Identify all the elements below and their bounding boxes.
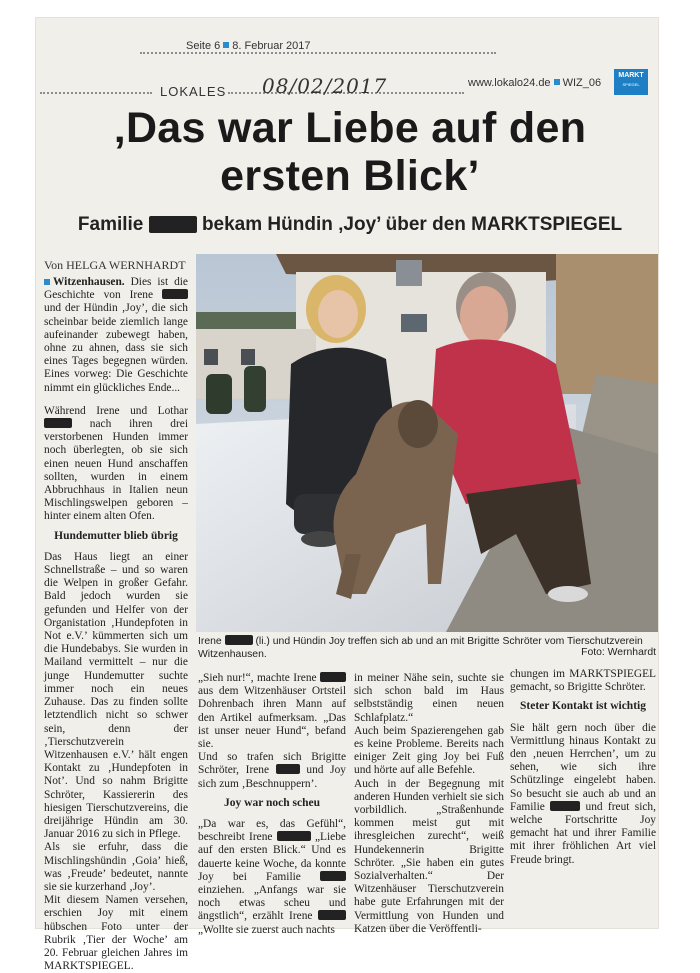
redacted-name <box>276 764 300 774</box>
edition-code: WIZ_06 <box>562 77 602 89</box>
article-column-4 <box>510 668 656 867</box>
issue-date: 8. Februar 2017 <box>232 40 311 52</box>
headline-line-2: ersten Blick’ <box>220 152 480 200</box>
paragraph: Während Irene und Lothar nach ihren drei verstorbenen Hunden immer noch überlegten, ob sie sich einen neuen Hund anschaffen sollten, wurden in einem Abbruchhaus in Italien neun Mischlingswelpen geboren – hinter einem alten Ofen. <box>44 404 188 523</box>
paragraph: Und so trafen sich Brigitte Schröter, Irene und Joy sich zum ‚Beschnuppern’. <box>198 751 346 790</box>
paragraph: in meiner Nähe sein, suchte sie sich schon bald im Haus selbstständig einen neuen Schlafplatz.“ <box>354 672 504 724</box>
subheading: Steter Kontakt ist wichtig <box>520 700 646 713</box>
top-dotted-rule <box>140 52 496 54</box>
article-photo <box>196 254 658 632</box>
article-column-2 <box>198 672 346 937</box>
headline-line-1: ‚Das war Liebe auf den <box>113 104 587 152</box>
page-info <box>186 40 311 52</box>
bullet-icon <box>44 279 50 285</box>
page-number: Seite 6 <box>186 40 221 52</box>
redacted-name <box>550 801 580 811</box>
site-url: www.lokalo24.de <box>468 77 551 89</box>
redacted-name <box>225 635 253 645</box>
redacted-name <box>318 910 346 920</box>
marktspiegel-logo: MARKT SPIEGEL <box>614 69 648 95</box>
section-label: LOKALES <box>160 84 227 99</box>
redacted-name <box>162 289 188 299</box>
redacted-name <box>44 418 72 428</box>
site-info <box>468 77 601 89</box>
byline: Von HELGA WERNHARDT <box>44 258 186 272</box>
paragraph: Auch in der Begegnung mit anderen Hunden verhielt sie sich vorbildlich. „Straßenhunde kommen meist gut mit ihresgleichen zurecht“, weiß Hundekennerin Brigitte Schröter. „Sie haben ein gutes Sozialverhalten.“ Der Witzenhäuser Tierschutzverein habe gute Erfahrungen mit der Vermittlung von Hunden und Katzen über die Veröffentli- <box>354 777 504 935</box>
article-column-1 <box>44 276 188 973</box>
redacted-name <box>320 672 346 682</box>
paragraph: Als sie erfuhr, dass die Mischlingshündin ‚Goia’ hieß, was ‚Freude’ bedeutet, nannte sie sie kurzerhand ‚Joy’. <box>44 841 188 893</box>
paragraph: chungen im MARKTSPIEGEL gemacht, so Brigitte Schröter. <box>510 668 656 694</box>
article-column-3 <box>354 672 504 936</box>
paragraph: Das Haus liegt an einer Schnellstraße – und so waren die Welpen in großer Gefahr. Bald jedoch wurden sie gefunden und Helfer von der Organistation ‚Hundepfoten in Not e.V.’ kümmerten sich um die Hundebabys. Sie wurden in Mailand vermittelt – nur die junge Hundemutter suchte immer noch ein neues Zuhause. Das zu finden sollte letztendlich nicht so schwer sein, denn der ‚Tierschutzverein Witzenhausen e.V.’ hält engen Kontakt zu ‚Hundepfoten in Not’. Und so nahm Brigitte Schröter, Kassiererin des hiesigen Tierschutzvereins, die dreijährige Hündin am 30. Januar 2016 zu sich in Pflege. <box>44 550 188 841</box>
subheadline: Familie bekam Hündin ‚Joy’ über den MARKTSPIEGEL <box>77 214 623 235</box>
paragraph: Sie hält gern noch über die Vermittlung hinaus Kontakt zu den ‚neuen Herrchen’, um zu sehen, wie sich ihre Schützlinge eingelebt haben. So besucht sie auch ab und an Familie und freut sich, welche Fortschritte Joy gemacht hat und ihrer Familie mit ihrer fröhlichen Art viel Freude bringt. <box>510 721 656 866</box>
photo-caption: Irene (li.) und Hündin Joy treffen sich ab und an mit Brigitte Schröter vom Tierschutzverein Witzenhausen. Foto: Wernhardt <box>198 636 656 660</box>
handwritten-date: 08/02/2017 <box>262 74 388 98</box>
paragraph: Auch beim Spazierengehen gab es keine Probleme. Bereits nach einiger Zeit ging Joy bei Fuß und hörte auf alle Befehle. <box>354 724 504 777</box>
subheading: Hundemutter blieb übrig <box>54 529 178 542</box>
paragraph: Witzenhausen. Dies ist die Geschichte von Irene und der Hündin ‚Joy’, die sich scheinbar beide ziemlich lange aufeinander zubewegt haben, ohne zu ahnen, dass sie sich eines Tages begegnen würden. Eines vorweg: Die Geschichte nimmt ein glückliches Ende... <box>44 276 188 394</box>
headline <box>40 104 660 200</box>
photo-credit: Foto: Wernhardt <box>581 647 656 658</box>
redacted-name <box>320 871 346 881</box>
redacted-name <box>149 216 197 233</box>
redacted-name <box>277 831 311 841</box>
paragraph: „Sieh nur!“, machte Irene aus dem Witzenhäuser Ortsteil Dohrenbach ihren Mann auf den Artikel aufmerksam. „Das ist unser neuer Hund“, befand sie. <box>198 672 346 751</box>
section-rule-left <box>40 92 152 94</box>
subheading: Joy war noch scheu <box>224 796 320 809</box>
paragraph: Mit diesem Namen versehen, erschien Joy mit einem hübschen Foto unter der Rubrik ‚Tier der Woche’ am 20. Februar gleichen Jahres im MARKTSPIEGEL. <box>44 894 188 973</box>
bullet-icon <box>554 79 560 85</box>
bullet-icon <box>223 42 229 48</box>
paragraph: „Da war es, das Gefühl“, beschreibt Irene „Liebe auf den ersten Blick.“ Und es dauerte keine Woche, da konnte Joy bei Familie einziehen. „Anfangs war sie noch etwas scheu und ängstlich“, erzählt Irene „Wollte sie zuerst auch nachts <box>198 818 346 936</box>
